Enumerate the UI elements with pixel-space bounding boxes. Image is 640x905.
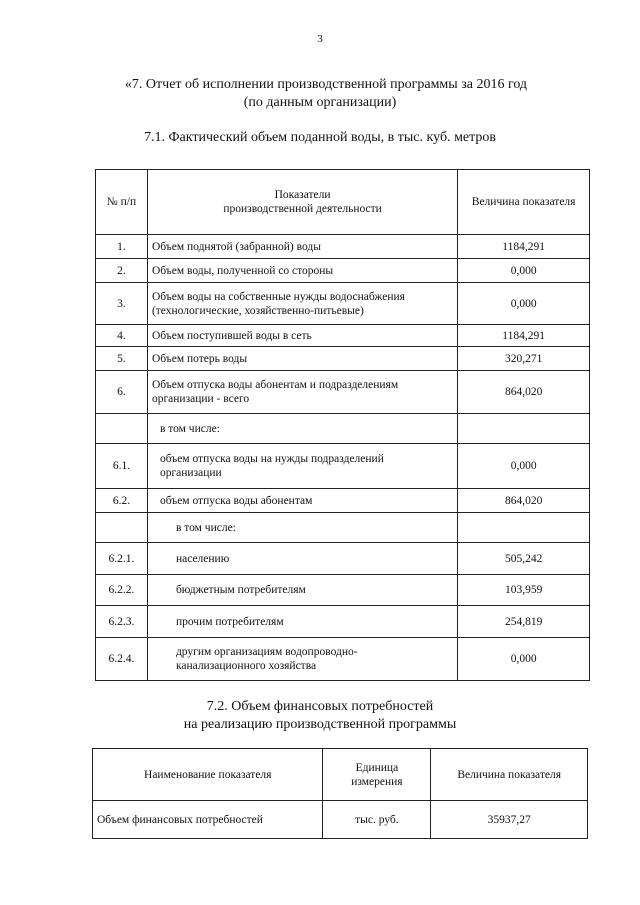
row-name [147,444,457,489]
row-name: Объем потерь воды [147,347,457,371]
report-title-line2: (по данным организации) [243,95,397,110]
financial-needs-table [92,748,588,839]
row-name: населению [147,543,457,575]
report-title-line1: «7. Отчет об исполнении производственной программы за 2016 год [124,77,528,92]
table-row [96,444,590,489]
row-num: 6.2.2. [96,575,148,606]
table-header-row [96,170,590,235]
row-value: 320,271 [458,347,590,371]
row-value: 1184,291 [458,325,590,347]
table-header-row [93,749,588,801]
section-1-title: 7.1. Фактический объем поданной воды, в тыс. куб. метров [143,130,497,145]
table-row [96,235,590,259]
row-name-line1: Объем отпуска воды абонентам и подразделениям [151,379,399,391]
header-indicator-line1: Показатели [274,189,331,201]
row-num: 6.2.1. [96,543,148,575]
row-name-line2: организации [159,467,222,479]
section-2-title-line2: на реализацию производственной программы [183,717,457,732]
table-row [93,801,588,839]
row-num: 6. [96,371,148,414]
page-number: 3 [317,33,323,45]
row-name: Объем финансовых потребностей [93,801,323,839]
report-title [0,76,640,112]
row-value: 0,000 [458,283,590,325]
row-value: 35937,27 [431,801,588,839]
row-value: 103,959 [458,575,590,606]
row-value: 0,000 [458,259,590,283]
row-value: 864,020 [458,371,590,414]
table-row [96,347,590,371]
row-num: 1. [96,235,148,259]
header-indicator-line2: производственной деятельности [223,203,382,215]
table-row [96,543,590,575]
table-row [96,638,590,681]
table-row [96,371,590,414]
header-unit [323,749,431,801]
table-row [96,259,590,283]
row-value: 505,242 [458,543,590,575]
row-unit: тыс. руб. [323,801,431,839]
row-num [96,513,148,543]
row-value: 0,000 [458,638,590,681]
row-num: 5. [96,347,148,371]
header-unit-line1: Единица [355,761,399,774]
row-name-line2: организации - всего [151,393,250,405]
table-row [96,325,590,347]
row-name: Объем поднятой (забранной) воды [147,235,457,259]
water-volume-table [95,169,590,681]
row-value: 864,020 [458,489,590,513]
table-row [96,606,590,638]
row-name-line1: другим организациям водопроводно- [175,646,358,658]
row-name [147,283,457,325]
row-value [458,513,590,543]
row-name: прочим потребителям [147,606,457,638]
table-row [96,575,590,606]
header-num: № п/п [96,170,148,235]
header-name: Наименование показателя [93,749,323,801]
row-num: 4. [96,325,148,347]
row-num: 2. [96,259,148,283]
row-num: 6.2.3. [96,606,148,638]
row-name [147,638,457,681]
row-name: в том числе: [147,513,457,543]
header-unit-line2: измерения [351,775,403,788]
header-value: Величина показателя [431,749,588,801]
row-name [147,371,457,414]
row-num: 6.1. [96,444,148,489]
section-2-title-line1: 7.2. Объем финансовых потребностей [206,699,434,714]
row-name: в том числе: [147,414,457,444]
section-2-title [0,698,640,734]
table-row [96,513,590,543]
row-num [96,414,148,444]
row-num: 3. [96,283,148,325]
row-value: 254,819 [458,606,590,638]
table-row [96,414,590,444]
table-row [96,489,590,513]
header-indicator [147,170,457,235]
header-value: Величина показателя [458,170,590,235]
row-name: объем отпуска воды абонентам [147,489,457,513]
row-name: бюджетным потребителям [147,575,457,606]
row-value [458,414,590,444]
row-num: 6.2.4. [96,638,148,681]
row-name-line2: канализационного хозяйства [175,660,317,672]
row-name-line1: объем отпуска воды на нужды подразделений [159,453,384,465]
row-num: 6.2. [96,489,148,513]
row-name-line2: (технологические, хозяйственно-питьевые) [151,304,364,317]
row-name: Объем воды, полученной со стороны [147,259,457,283]
row-name-line1: Объем воды на собственные нужды водоснабжения [151,290,405,303]
row-name: Объем поступившей воды в сеть [147,325,457,347]
row-value: 1184,291 [458,235,590,259]
row-value: 0,000 [458,444,590,489]
table-row [96,283,590,325]
